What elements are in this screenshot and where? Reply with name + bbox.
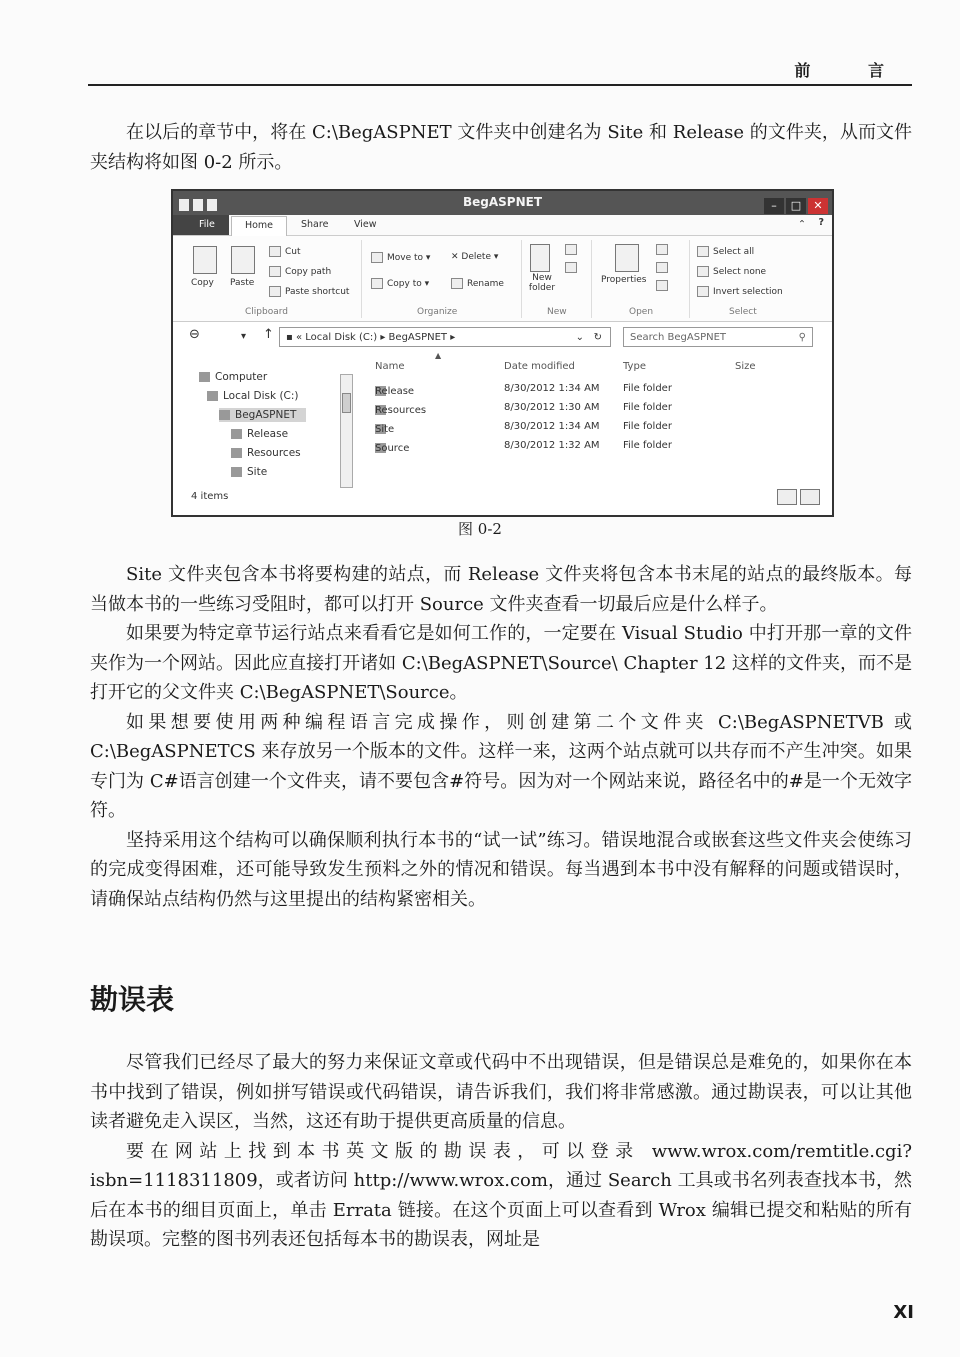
- easy-access-icon[interactable]: [565, 262, 577, 273]
- paragraph: 坚持采用这个结构可以确保顺利执行本书的“试一试”练习。错误地混合或嵌套这些文件夹会使练习的完成变得困难，还可能导致发生预料之外的情况和错误。每当遇到本书中没有解释的问题或错误时，请确保站点结构仍然与这里提出的结构紧密相关。: [90, 829, 912, 910]
- rename-icon: [451, 278, 463, 289]
- ribbon-collapse-icon[interactable]: ⌃: [798, 219, 806, 230]
- nav-item-begaspnet[interactable]: BegASPNET: [219, 408, 306, 422]
- refresh-icon[interactable]: ↻: [593, 332, 602, 343]
- folder-icon: [231, 448, 242, 458]
- column-size[interactable]: Size: [735, 361, 756, 372]
- group-new: New: [547, 307, 567, 317]
- nav-item-resources[interactable]: Resources: [231, 447, 301, 459]
- column-date-modified[interactable]: Date modified: [504, 361, 575, 372]
- tab-file[interactable]: File: [173, 215, 229, 235]
- tab-share[interactable]: Share: [301, 219, 329, 230]
- paragraph: 要在网站上找到本书英文版的勘误表，可以登录 www.wrox.com/remtitle.cgi?isbn=1118311809，或者访问 http://www.wrox.com，通过 Search 工具或书名列表查找本书，然后在本书的细目页面上，单击 Errata 链接。在这个页面上可以查看到 Wrox 编辑已提交和粘贴的所有勘误项。完整的图书列表还包括每本书的勘误表，网址是: [90, 1140, 912, 1250]
- ribbon-tabs: [173, 215, 832, 236]
- large-icons-view-icon[interactable]: [800, 489, 820, 505]
- search-box[interactable]: [623, 327, 813, 347]
- section-title: 勘误表: [90, 983, 175, 1016]
- group-organize: Organize: [417, 307, 458, 317]
- recent-dropdown-icon[interactable]: ▾: [241, 331, 247, 342]
- paragraph: 尽管我们已经尽了最大的努力来保证文章或代码中不出现错误，但是错误总是难免的，如果你在本书中找到了错误，例如拼写错误或代码错误，请告诉我们，我们将非常感激。通过勘误表，可以让其他读者避免走入误区，当然，这还有助于提供更高质量的信息。: [90, 1052, 912, 1132]
- paragraph: 如果要为特定章节运行站点来看看它是如何工作的，一定要在 Visual Studio 中打开那一章的文件夹作为一个网站。因此应直接打开诸如 C:\BegASPNET\Source\ Chapter 12 这样的文件夹，而不是打开它的父文件夹 C:\BegASPNET\Source。: [90, 623, 912, 703]
- delete-icon: ✕: [451, 252, 462, 262]
- nav-scrollbar[interactable]: [340, 374, 353, 488]
- move-to-button[interactable]: Move to: [387, 253, 424, 263]
- select-all-button[interactable]: Select all: [713, 247, 755, 257]
- paste-button[interactable]: Paste: [230, 278, 255, 288]
- copy-icon[interactable]: [193, 246, 217, 274]
- ribbon: Copy Paste Cut Copy path Paste shortcut Clipboard Move to ▾ Copy to ▾ ✕ Delete ▾ Rename Organize New folder New Properties Open Select all Select none Invert selection Select: [173, 236, 832, 322]
- group-open: Open: [629, 307, 654, 317]
- close-icon[interactable]: ✕: [808, 198, 828, 214]
- new-item-icon[interactable]: [565, 244, 577, 255]
- up-button[interactable]: ↑: [263, 327, 274, 342]
- invert-selection-button[interactable]: Invert selection: [713, 287, 783, 297]
- body-text: [90, 560, 912, 914]
- help-icon[interactable]: ?: [818, 217, 824, 228]
- invert-selection-icon: [697, 286, 709, 297]
- nav-item-local-disk[interactable]: Local Disk (C:): [207, 390, 299, 402]
- maximize-icon[interactable]: □: [786, 198, 806, 214]
- select-none-icon: [697, 266, 709, 277]
- address-path: « Local Disk (C:) ▸ BegASPNET ▸: [295, 332, 456, 343]
- paste-shortcut-icon: [269, 286, 281, 297]
- delete-button[interactable]: Delete: [461, 252, 491, 262]
- new-folder-icon[interactable]: [530, 244, 550, 272]
- address-bar[interactable]: [279, 327, 611, 347]
- search-input[interactable]: Search BegASPNET: [630, 332, 727, 343]
- copy-to-button[interactable]: Copy to: [387, 279, 422, 289]
- intro-paragraph: 在以后的章节中，将在 C:\BegASPNET 文件夹中创建名为 Site 和 Release 的文件夹，从而文件夹结构将如图 0-2 所示。: [90, 122, 912, 173]
- select-all-icon: [697, 246, 709, 257]
- search-icon[interactable]: ⚲: [798, 332, 806, 343]
- group-select: Select: [729, 307, 757, 317]
- sort-indicator-icon: ▲: [435, 351, 442, 360]
- details-view-icon[interactable]: [777, 489, 797, 505]
- scroll-thumb[interactable]: [342, 393, 351, 413]
- drive-icon: [207, 391, 218, 401]
- new-folder-button[interactable]: New folder: [528, 273, 556, 293]
- errata-text: [90, 1048, 912, 1255]
- folder-icon: [231, 429, 242, 439]
- copy-path-icon: [269, 266, 281, 277]
- rename-button[interactable]: Rename: [467, 279, 504, 289]
- title-bar: [173, 191, 832, 215]
- figure-caption: 图 0-2: [458, 520, 502, 538]
- copy-button[interactable]: Copy: [191, 278, 214, 288]
- move-to-icon: [371, 252, 383, 263]
- paragraph: Site 文件夹包含本书将要构建的站点，而 Release 文件夹将包含本书末尾的站点的最终版本。每当做本书的一些练习受阻时，都可以打开 Source 文件夹查看一切最后应是什么样子。: [90, 564, 912, 615]
- paragraph: 如果想要使用两种编程语言完成操作，则创建第二个文件夹 C:\BegASPNETVB 或 C:\BegASPNETCS 来存放另一个版本的文件。这样一来，这两个站点就可以共存而不产生冲突。如果专门为 C#语言创建一个文件夹，请不要包含#符号。因为对一个网站来说，路径名中的#是一个无效字符。: [90, 711, 912, 821]
- file-row[interactable]: Source 8/30/2012 1:32 AM File folder: [375, 440, 672, 454]
- paste-shortcut-button[interactable]: Paste shortcut: [285, 287, 350, 297]
- open-icon[interactable]: [656, 244, 668, 255]
- nav-item-release[interactable]: Release: [231, 428, 288, 440]
- folder-icon: ▪: [286, 332, 296, 343]
- properties-icon[interactable]: [615, 244, 639, 272]
- nav-item-computer[interactable]: Computer: [199, 371, 267, 383]
- file-row[interactable]: Site 8/30/2012 1:34 AM File folder: [375, 421, 672, 435]
- edit-icon[interactable]: [656, 262, 668, 273]
- column-name[interactable]: Name: [375, 361, 405, 372]
- computer-icon: [199, 372, 210, 382]
- folder-icon: [219, 410, 230, 420]
- file-row[interactable]: Resources 8/30/2012 1:30 AM File folder: [375, 402, 672, 416]
- properties-button[interactable]: Properties: [601, 275, 647, 285]
- column-type[interactable]: Type: [623, 361, 646, 372]
- running-header: [88, 56, 912, 86]
- status-item-count: 4 items: [191, 491, 229, 502]
- explorer-window: [171, 189, 834, 517]
- folder-icon: [231, 467, 242, 477]
- window-title: BegASPNET: [462, 195, 543, 209]
- tab-view[interactable]: View: [354, 219, 377, 230]
- cut-button[interactable]: Cut: [285, 247, 301, 257]
- copy-path-button[interactable]: Copy path: [285, 267, 332, 277]
- tab-home[interactable]: Home: [231, 216, 287, 236]
- minimize-icon[interactable]: –: [764, 198, 784, 214]
- copy-to-icon: [371, 278, 383, 289]
- cut-icon: [269, 246, 281, 257]
- select-none-button[interactable]: Select none: [713, 267, 767, 277]
- nav-item-site[interactable]: Site: [231, 466, 267, 478]
- page-number: XI: [893, 1302, 914, 1323]
- header-section: 前 言: [794, 61, 910, 80]
- history-icon[interactable]: [656, 280, 668, 291]
- paste-icon[interactable]: [231, 246, 255, 274]
- back-button[interactable]: ⊖: [189, 327, 200, 342]
- address-dropdown-icon[interactable]: ⌄: [575, 332, 584, 343]
- group-clipboard: Clipboard: [245, 307, 288, 317]
- file-row[interactable]: Release 8/30/2012 1:34 AM File folder: [375, 383, 672, 397]
